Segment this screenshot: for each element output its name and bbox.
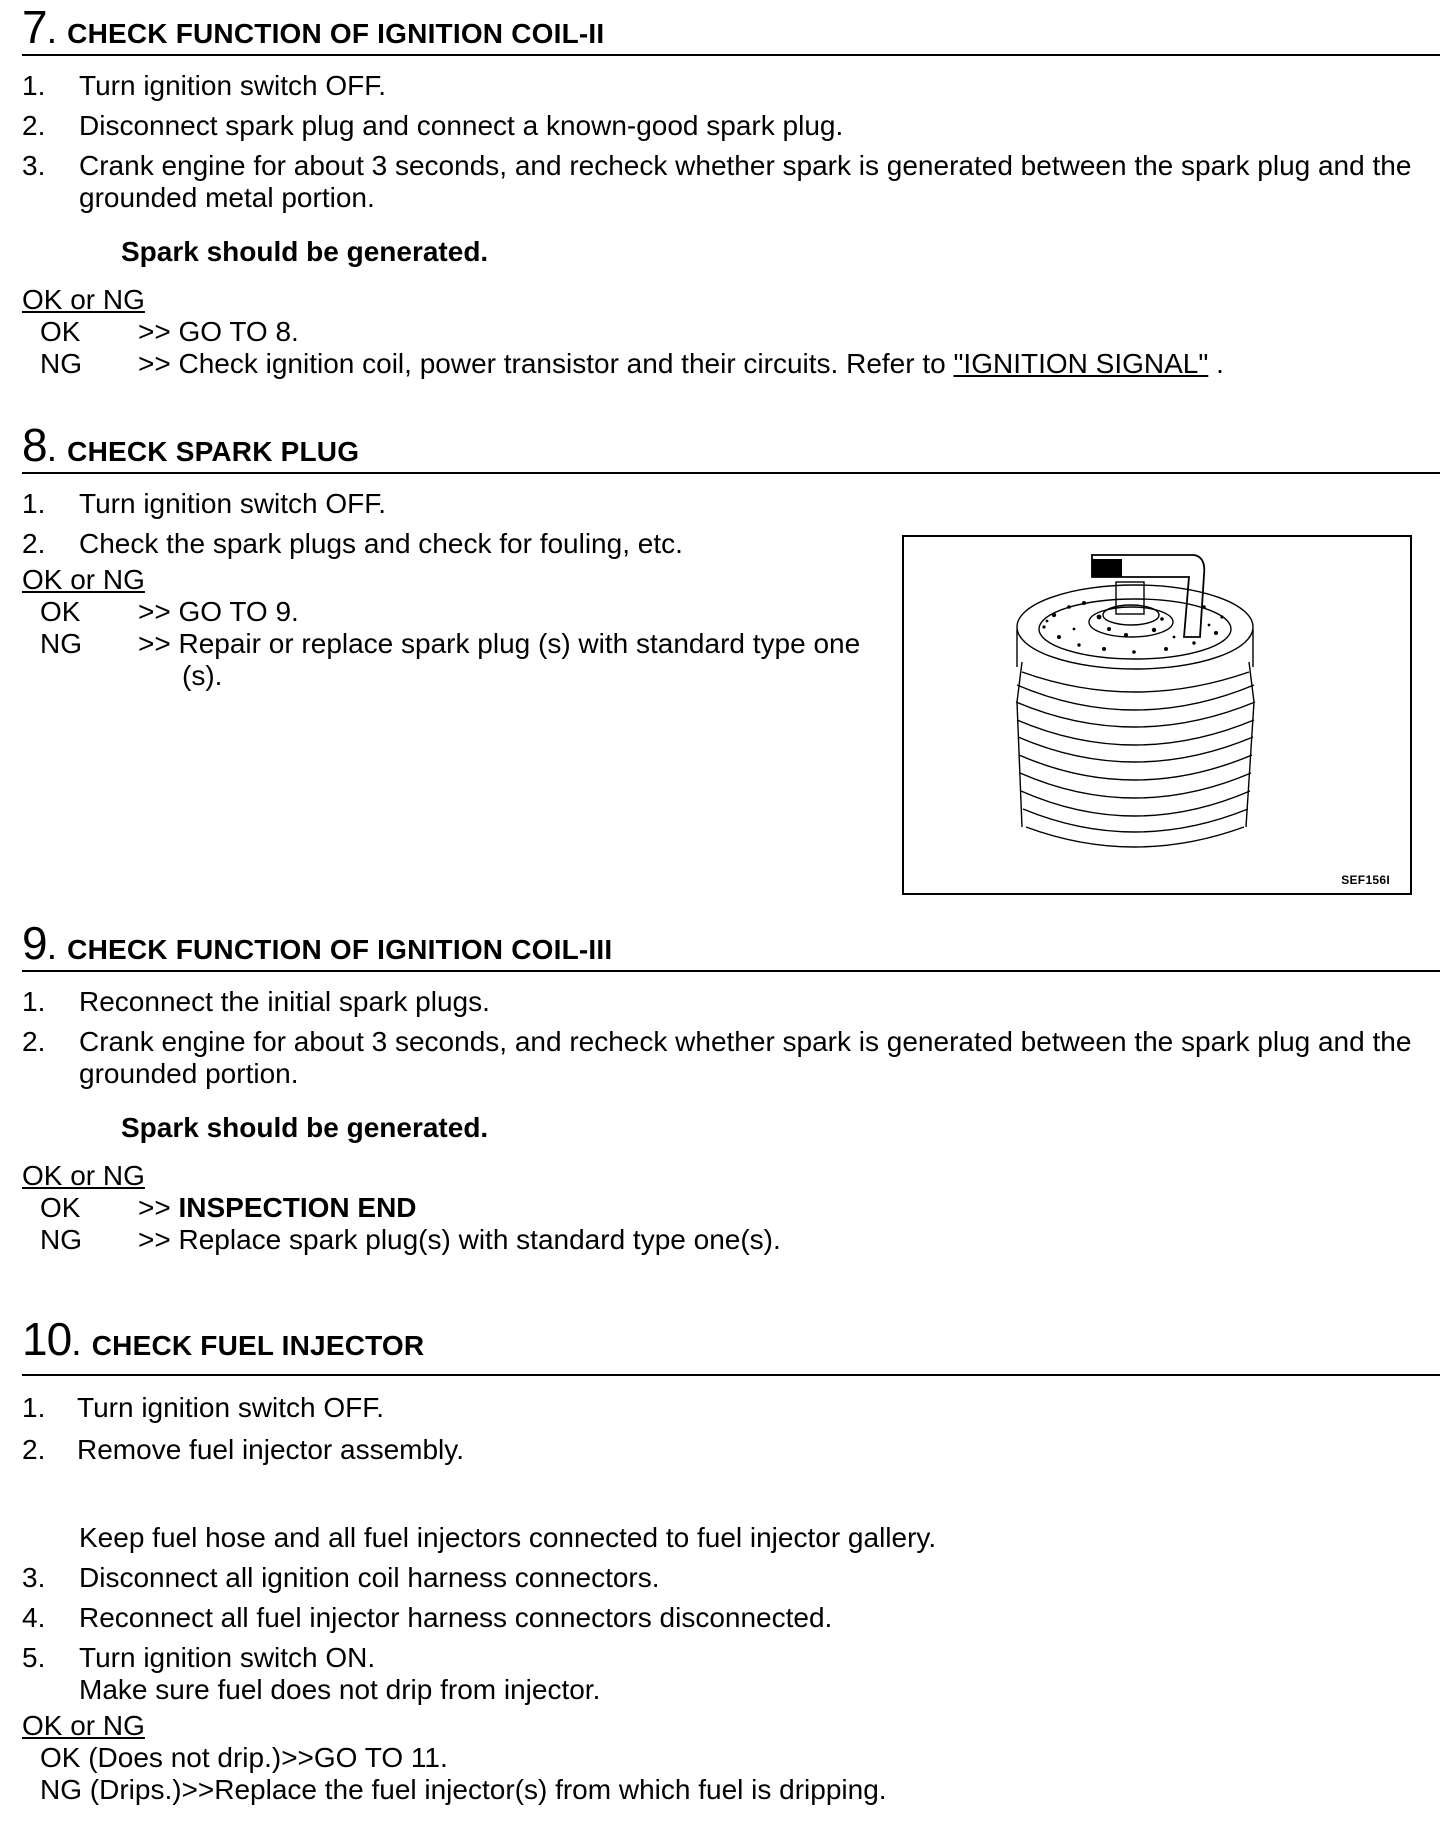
step-number: 1. (22, 488, 46, 519)
step-item (22, 70, 1440, 102)
section-number: 8 (22, 419, 47, 471)
step-item (22, 1562, 1440, 1594)
result-text: >> GO TO 8. (138, 316, 299, 347)
step-text: Crank engine for about 3 seconds, and recheck whether spark is generated between the spark plug and the grounded metal portion. (79, 150, 1412, 213)
section-heading: 7 . CHECK FUNCTION OF IGNITION COIL-II (22, 1, 605, 53)
note-text (22, 1674, 1440, 1706)
step-text: Check the spark plugs and check for fouling, etc. (79, 528, 683, 559)
result-text: >> Replace spark plug(s) with standard type one(s). (138, 1224, 781, 1255)
note-text (22, 1522, 1440, 1554)
section-title: CHECK SPARK PLUG (67, 436, 360, 467)
result-ok (22, 596, 902, 628)
result-text: >> GO TO 9. (138, 596, 299, 627)
section-title: CHECK FUEL INJECTOR (91, 1330, 425, 1361)
step-number: 1. (22, 986, 46, 1017)
step-text: Turn ignition switch OFF. (79, 70, 387, 101)
inspection-end-label: INSPECTION END (178, 1192, 417, 1223)
step-number: 4. (22, 1602, 46, 1633)
result-ok (22, 316, 1440, 348)
manual-page (22, 0, 1440, 1806)
result-text: NG (Drips.)>>Replace the fuel injector(s) from which fuel is dripping. (40, 1774, 887, 1805)
step-text: Reconnect the initial spark plugs. (79, 986, 490, 1017)
result-ok (22, 1192, 1440, 1224)
result-text: >> INSPECTION END (138, 1192, 417, 1223)
step-text: Make sure fuel does not drip from injector. (79, 1674, 601, 1705)
step-item (22, 1602, 1440, 1634)
step-number: 1. (22, 70, 46, 101)
ok-ng-heading: OK or NG (22, 1710, 145, 1741)
section-9 (22, 916, 1440, 1306)
step-text: Turn ignition switch OFF. (79, 488, 387, 519)
step-text: Turn ignition switch ON. (79, 1642, 376, 1673)
section-title: CHECK FUNCTION OF IGNITION COIL-III (67, 934, 613, 965)
step-item (22, 1642, 1440, 1674)
spark-plug-illustration-icon (904, 537, 1410, 893)
result-text: >> Check ignition coil, power transistor and their circuits. Refer to "IGNITION SIGNAL" . (138, 348, 1224, 379)
result-ok (22, 1742, 1440, 1774)
figure-caption: SEF156I (1341, 873, 1390, 887)
ok-ng-heading: OK or NG (22, 1160, 145, 1191)
step-text: Crank engine for about 3 seconds, and recheck whether spark is generated between the spark plug and the grounded portion. (79, 1026, 1412, 1089)
step-text: Turn ignition switch OFF. (77, 1392, 385, 1423)
result-code: NG (40, 628, 82, 659)
section-heading: 10 . CHECK FUEL INJECTOR (22, 1313, 425, 1365)
result-code: NG (40, 348, 82, 379)
step-number: 2. (22, 110, 46, 141)
section-heading: 8 . CHECK SPARK PLUG (22, 419, 360, 471)
step-number (22, 1522, 79, 1554)
result-code: OK (40, 596, 81, 627)
step-number: 2. (22, 1434, 46, 1465)
spec-emphasis: Spark should be generated. (121, 236, 489, 267)
step-item (22, 1392, 1440, 1424)
section-number: 7 (22, 1, 47, 53)
spec-emphasis: Spark should be generated. (121, 1112, 489, 1143)
step-number (22, 1674, 79, 1706)
section-heading: 9 . CHECK FUNCTION OF IGNITION COIL-III (22, 917, 613, 969)
result-code: OK (40, 316, 81, 347)
section-number: 10 (22, 1313, 72, 1365)
step-number: 2. (22, 528, 46, 559)
step-item (22, 488, 902, 520)
result-code: NG (40, 1224, 82, 1255)
step-item (22, 110, 1440, 142)
result-code: OK (40, 1192, 81, 1223)
step-text: Keep fuel hose and all fuel injectors connected to fuel injector gallery. (79, 1522, 937, 1553)
step-number: 3. (22, 1562, 46, 1593)
step-item (22, 528, 902, 560)
result-ng (22, 628, 902, 692)
step-text: Reconnect all fuel injector harness connectors disconnected. (79, 1602, 833, 1633)
step-item (22, 1434, 1440, 1466)
result-ng (22, 1774, 1440, 1806)
ok-ng-heading: OK or NG (22, 284, 145, 315)
step-number: 5. (22, 1642, 46, 1673)
step-text: Remove fuel injector assembly. (77, 1434, 464, 1465)
step-item (22, 1026, 1440, 1090)
step-item (22, 986, 1440, 1018)
result-ng (22, 348, 1440, 380)
step-text: Disconnect all ignition coil harness connectors. (79, 1562, 660, 1593)
spark-plug-figure (902, 535, 1412, 895)
section-10 (22, 1306, 1440, 1806)
result-text: OK (Does not drip.)>>GO TO 11. (40, 1742, 448, 1773)
ignition-signal-link[interactable]: "IGNITION SIGNAL" (953, 348, 1209, 379)
section-number: 9 (22, 917, 47, 969)
step-text: Disconnect spark plug and connect a known-good spark plug. (79, 110, 844, 141)
section-title: CHECK FUNCTION OF IGNITION COIL-II (67, 18, 605, 49)
section-7 (22, 0, 1440, 418)
result-text: >> Repair or replace spark plug (s) with standard type one (s). (138, 628, 861, 691)
step-item (22, 150, 1440, 214)
result-ng (22, 1224, 1440, 1256)
step-number: 3. (22, 150, 46, 181)
ok-ng-heading: OK or NG (22, 564, 145, 595)
step-number: 1. (22, 1392, 46, 1423)
step-number: 2. (22, 1026, 46, 1057)
